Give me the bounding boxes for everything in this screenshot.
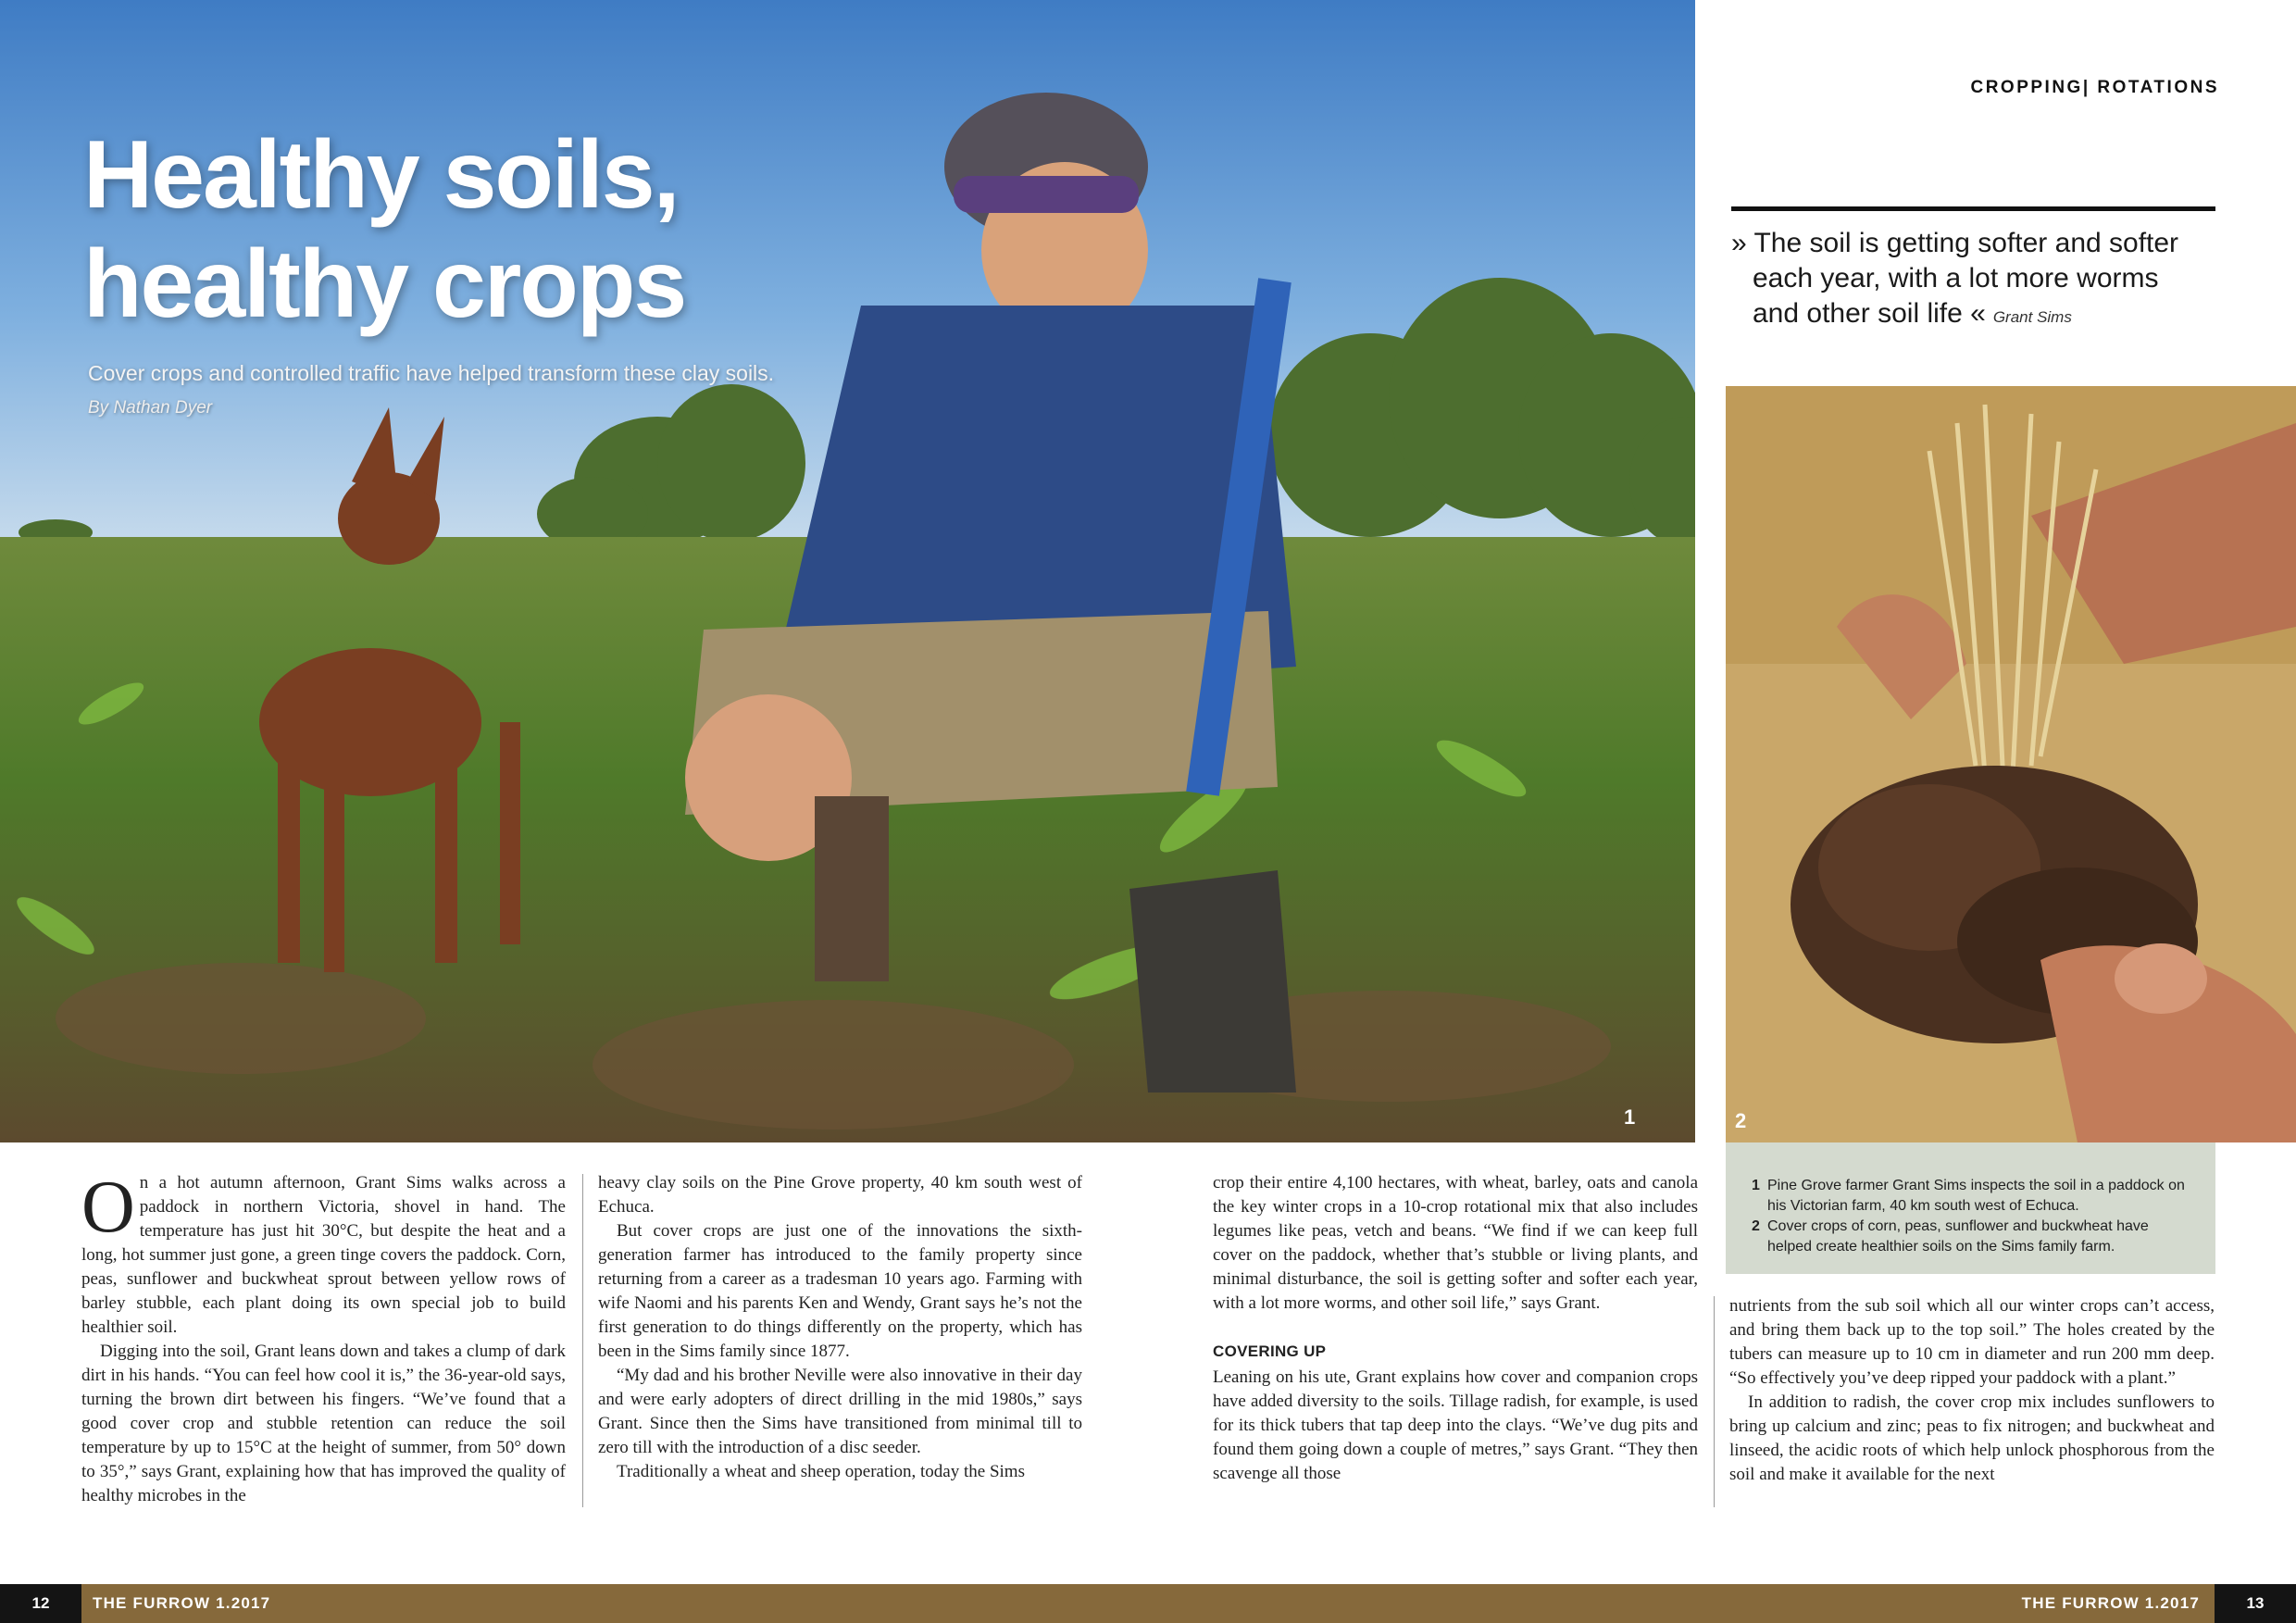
photo-number-2: 2 xyxy=(1735,1109,1747,1132)
pull-quote-line-2: each year, with a lot more worms xyxy=(1753,263,2159,293)
body-paragraph-1-text: n a hot autumn afternoon, Grant Sims walks across a paddock in northern Victoria, shovel in hand. The temperature has just hit 30°C, but despite the heat and a long, hot summer just gone, a green tinge covers the paddock. Corn, peas, sunflower and buckwheat sprout between yellow rows of barley stubble, each plant doing its own special job to build healthier soil. xyxy=(81,1173,566,1337)
body-column-3 xyxy=(1213,1171,1698,1486)
caption-2-number: 2 xyxy=(1752,1218,1760,1234)
body-paragraph-10: In addition to radish, the cover crop mix includes sunflowers to bring up calcium and zinc; peas to fix nitrogen; and buckwheat and linseed, the acidic roots of which help unlock phosphorous from the soil and make it available for the next xyxy=(1729,1392,2215,1484)
pull-quote-line-3: and other soil life « xyxy=(1753,298,1986,329)
article-headline xyxy=(83,120,685,339)
caption-1 xyxy=(1752,1176,2197,1217)
pull-quote-line-1: » The soil is getting softer and softer xyxy=(1731,228,2179,258)
standfirst: Cover crops and controlled traffic have helped transform these clay soils. xyxy=(88,361,775,385)
pull-quote-author: Grant Sims xyxy=(1992,308,2072,326)
caption-1-number: 1 xyxy=(1752,1178,1760,1193)
headline-line-1: Healthy soils, xyxy=(83,121,679,229)
page-number-left: 12 xyxy=(0,1584,81,1623)
column-divider xyxy=(582,1174,583,1507)
pull-quote-line-3-wrap xyxy=(1731,296,2213,335)
pull-quote-rule xyxy=(1731,206,2215,211)
body-paragraph-8: Leaning on his ute, Grant explains how cover and companion crops have added diversity to the soils. Tillage radish, for example, is used for its thick tubers that tap deep into the clays. “We’ve dug pits and found them going down a couple of metres,” says Grant. “They then scavenge all those xyxy=(1213,1367,1698,1483)
body-paragraph-1 xyxy=(81,1167,566,1340)
footer-publication-left: THE FURROW 1.2017 xyxy=(93,1594,271,1612)
subheading: COVERING UP xyxy=(1213,1342,1327,1360)
soil-photo xyxy=(1726,386,2296,1142)
body-paragraph-6: Traditionally a wheat and sheep operation, today the Sims xyxy=(617,1462,1025,1481)
photo-number-1: 1 xyxy=(1624,1105,1636,1129)
body-paragraph-4: But cover crops are just one of the innovations the sixth-generation farmer has introduced to the family property since returning from a career as a tradesman 10 years ago. Farming with wife Naomi and his parents Ken and Wendy, Grant says he’s not the first generation to do things differently on the property, which has been in the Sims family since 1877. xyxy=(598,1221,1082,1361)
footer-publication-right: THE FURROW 1.2017 xyxy=(2021,1594,2200,1612)
photo-captions xyxy=(1726,1142,2215,1274)
body-paragraph-3: heavy clay soils on the Pine Grove property, 40 km south west of Echuca. xyxy=(598,1173,1082,1217)
pull-quote xyxy=(1731,226,2213,335)
page-number-right: 13 xyxy=(2215,1584,2296,1623)
caption-2 xyxy=(1752,1217,2197,1257)
body-paragraph-7: crop their entire 4,100 hectares, with wheat, barley, oats and canola the key winter crops in a 10-crop rotational mix that also includes legumes like peas, vetch and beans. “We find if we can keep full cover on the paddock, whether that’s stubble or living plants, and minimal disturbance, the soil is getting softer and softer each year, with a lot more worms, and other soil life,” says Grant. xyxy=(1213,1173,1698,1313)
body-paragraph-2: Digging into the soil, Grant leans down and takes a clump of dark dirt in his hands. “You can feel how cool it is,” the 36-year-old says, turning the brown dirt between his fingers. “We’ve found that a good cover crop and stubble retention can reduce the soil temperature by up to 15°C at the height of summer, from 50° down to 35°,” says Grant, explaining how that has improved the quality of healthy microbes in the xyxy=(81,1342,566,1505)
caption-2-text: Cover crops of corn, peas, sunflower and buckwheat have helped create healthier soils on the Sims family farm. xyxy=(1767,1218,2149,1255)
body-column-4 xyxy=(1729,1294,2215,1487)
caption-1-text: Pine Grove farmer Grant Sims inspects the soil in a paddock on his Victorian farm, 40 km south west of Echuca. xyxy=(1767,1178,2185,1214)
soil-photo-illustration xyxy=(1726,386,2296,1142)
section-label: CROPPING| ROTATIONS xyxy=(1970,78,2219,97)
body-paragraph-5: “My dad and his brother Neville were also innovative in their day and were early adopters of direct drilling in the mid 1980s,” says Grant. Since then the Sims have transitioned from minimal till to zero till with the introduction of a disc seeder. xyxy=(598,1366,1082,1457)
page-footer xyxy=(0,1584,2296,1623)
column-divider xyxy=(1714,1296,1715,1507)
byline: By Nathan Dyer xyxy=(88,398,213,418)
headline-line-2: healthy crops xyxy=(83,231,686,338)
body-column-1 xyxy=(81,1167,566,1508)
drop-cap: O xyxy=(81,1167,135,1248)
body-column-2 xyxy=(598,1171,1082,1484)
body-paragraph-9: nutrients from the sub soil which all our winter crops can’t access, and bring them back up to the top soil.” The holes created by the tubers can measure up to 10 cm in diameter and run 200 mm deep. “So effectively you’ve deep ripped your paddock with a plant.” xyxy=(1729,1296,2215,1388)
